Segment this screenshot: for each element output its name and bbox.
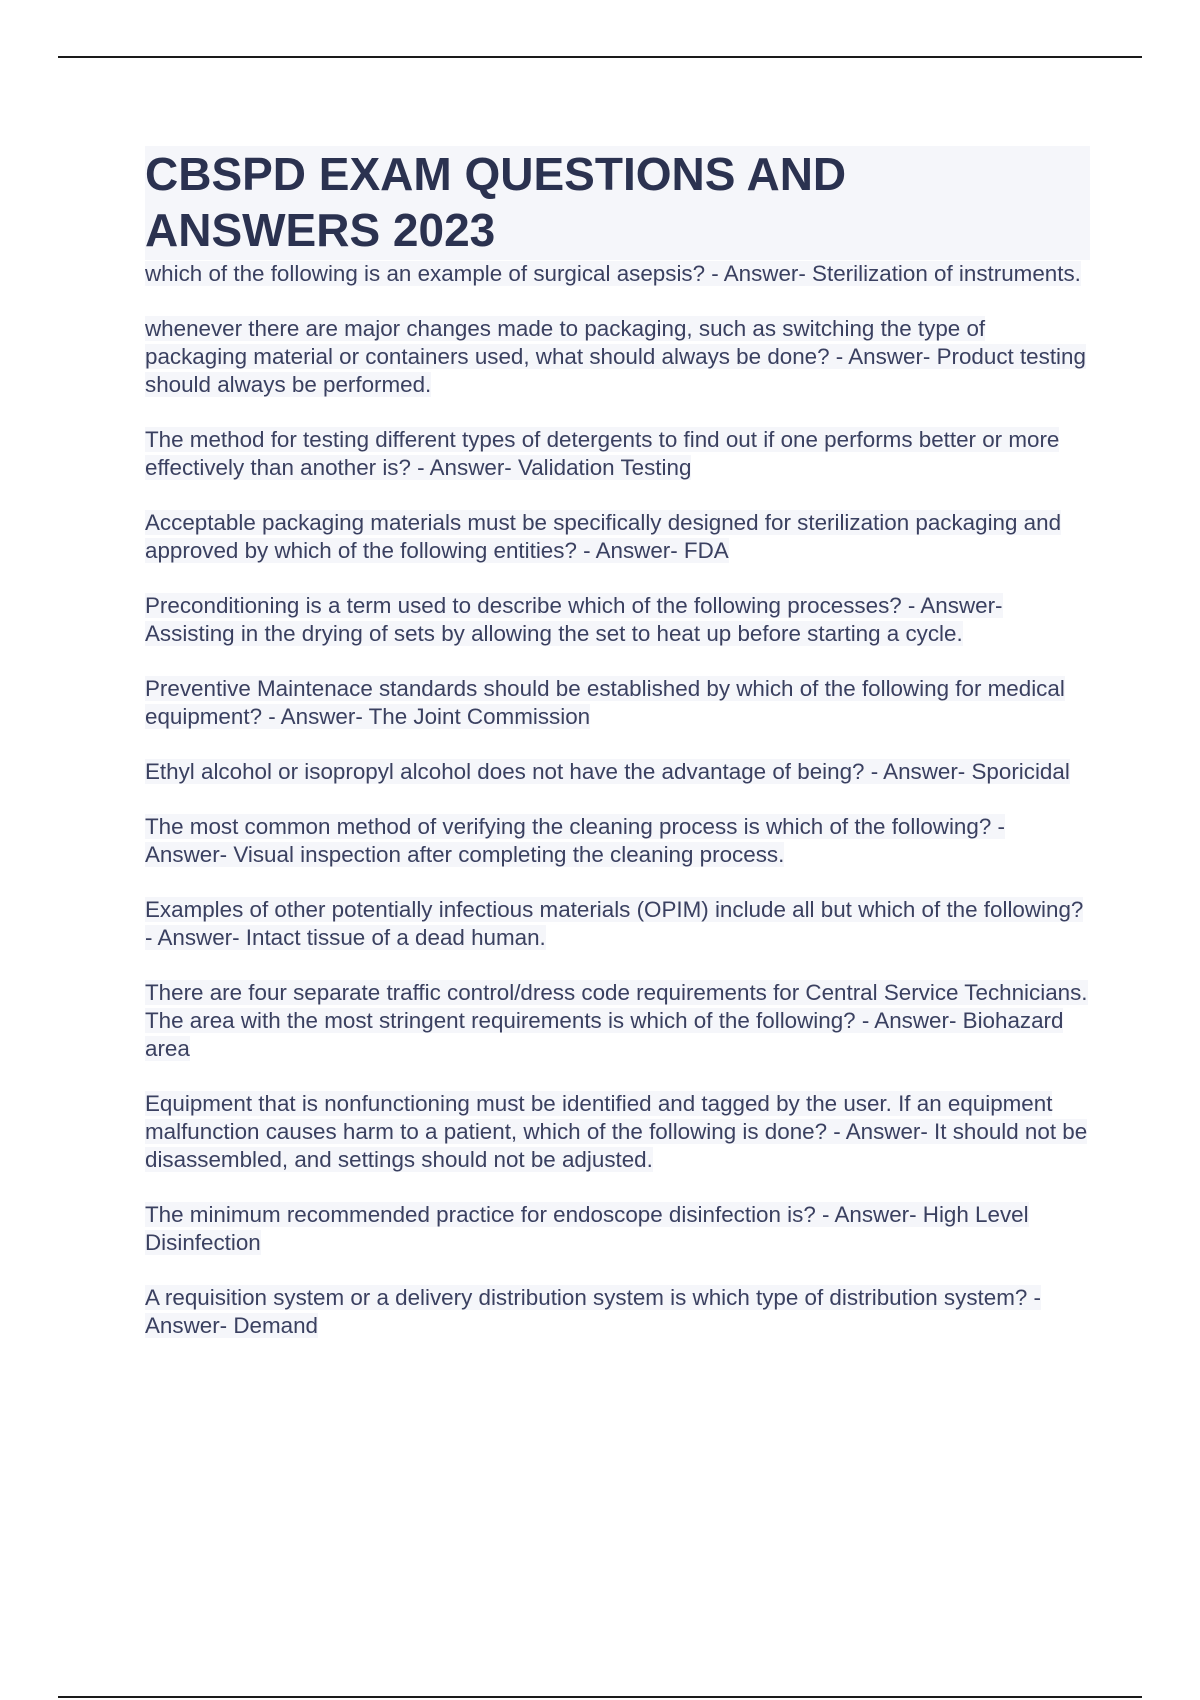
page-content (145, 146, 1090, 1367)
qa-text: Preconditioning is a term used to describe which of the following processes? - Answer- Assisting in the drying of sets by allowing the set to heat up before starting a cycle. (145, 593, 1003, 646)
qa-item (145, 315, 1090, 399)
qa-item (145, 1090, 1090, 1174)
qa-text: Ethyl alcohol or isopropyl alcohol does not have the advantage of being? - Answer- Sporicidal (145, 759, 1070, 784)
qa-item (145, 896, 1090, 952)
qa-item (145, 675, 1090, 731)
qa-text: A requisition system or a delivery distribution system is which type of distribution system? - Answer- Demand (145, 1285, 1041, 1338)
qa-text: which of the following is an example of surgical asepsis? - Answer- Sterilization of instruments. (145, 261, 1081, 286)
qa-text: The most common method of verifying the cleaning process is which of the following? - Answer- Visual inspection after completing the cleaning process. (145, 814, 1005, 867)
qa-text: There are four separate traffic control/dress code requirements for Central Service Technicians. The area with the most stringent requirements is which of the following? - Answer- Biohazard area (145, 980, 1088, 1061)
qa-text: The method for testing different types of detergents to find out if one performs better or more effectively than another is? - Answer- Validation Testing (145, 427, 1060, 480)
qa-text: Preventive Maintenace standards should be established by which of the following for medical equipment? - Answer- The Joint Commission (145, 676, 1065, 729)
qa-item (145, 592, 1090, 648)
bottom-rule (58, 1696, 1142, 1698)
document-title: CBSPD EXAM QUESTIONS AND ANSWERS 2023 (145, 146, 1090, 260)
qa-list (145, 260, 1090, 1340)
qa-item (145, 813, 1090, 869)
qa-text: The minimum recommended practice for endoscope disinfection is? - Answer- High Level Disinfection (145, 1202, 1029, 1255)
qa-item (145, 979, 1090, 1063)
qa-item (145, 1284, 1090, 1340)
qa-item (145, 1201, 1090, 1257)
qa-item (145, 426, 1090, 482)
qa-item (145, 509, 1090, 565)
qa-text: Acceptable packaging materials must be specifically designed for sterilization packaging and approved by which of the following entities? - Answer- FDA (145, 510, 1062, 563)
qa-text: whenever there are major changes made to packaging, such as switching the type of packaging material or containers used, what should always be done? - Answer- Product testing should always be performed. (145, 316, 1086, 397)
qa-item (145, 260, 1090, 288)
top-rule (58, 56, 1142, 58)
qa-item (145, 758, 1090, 786)
qa-text: Equipment that is nonfunctioning must be identified and tagged by the user. If an equipment malfunction causes harm to a patient, which of the following is done? - Answer- It should not be disassembled, and settings should not be adjusted. (145, 1091, 1088, 1172)
qa-text: Examples of other potentially infectious materials (OPIM) include all but which of the following? - Answer- Intact tissue of a dead human. (145, 897, 1084, 950)
